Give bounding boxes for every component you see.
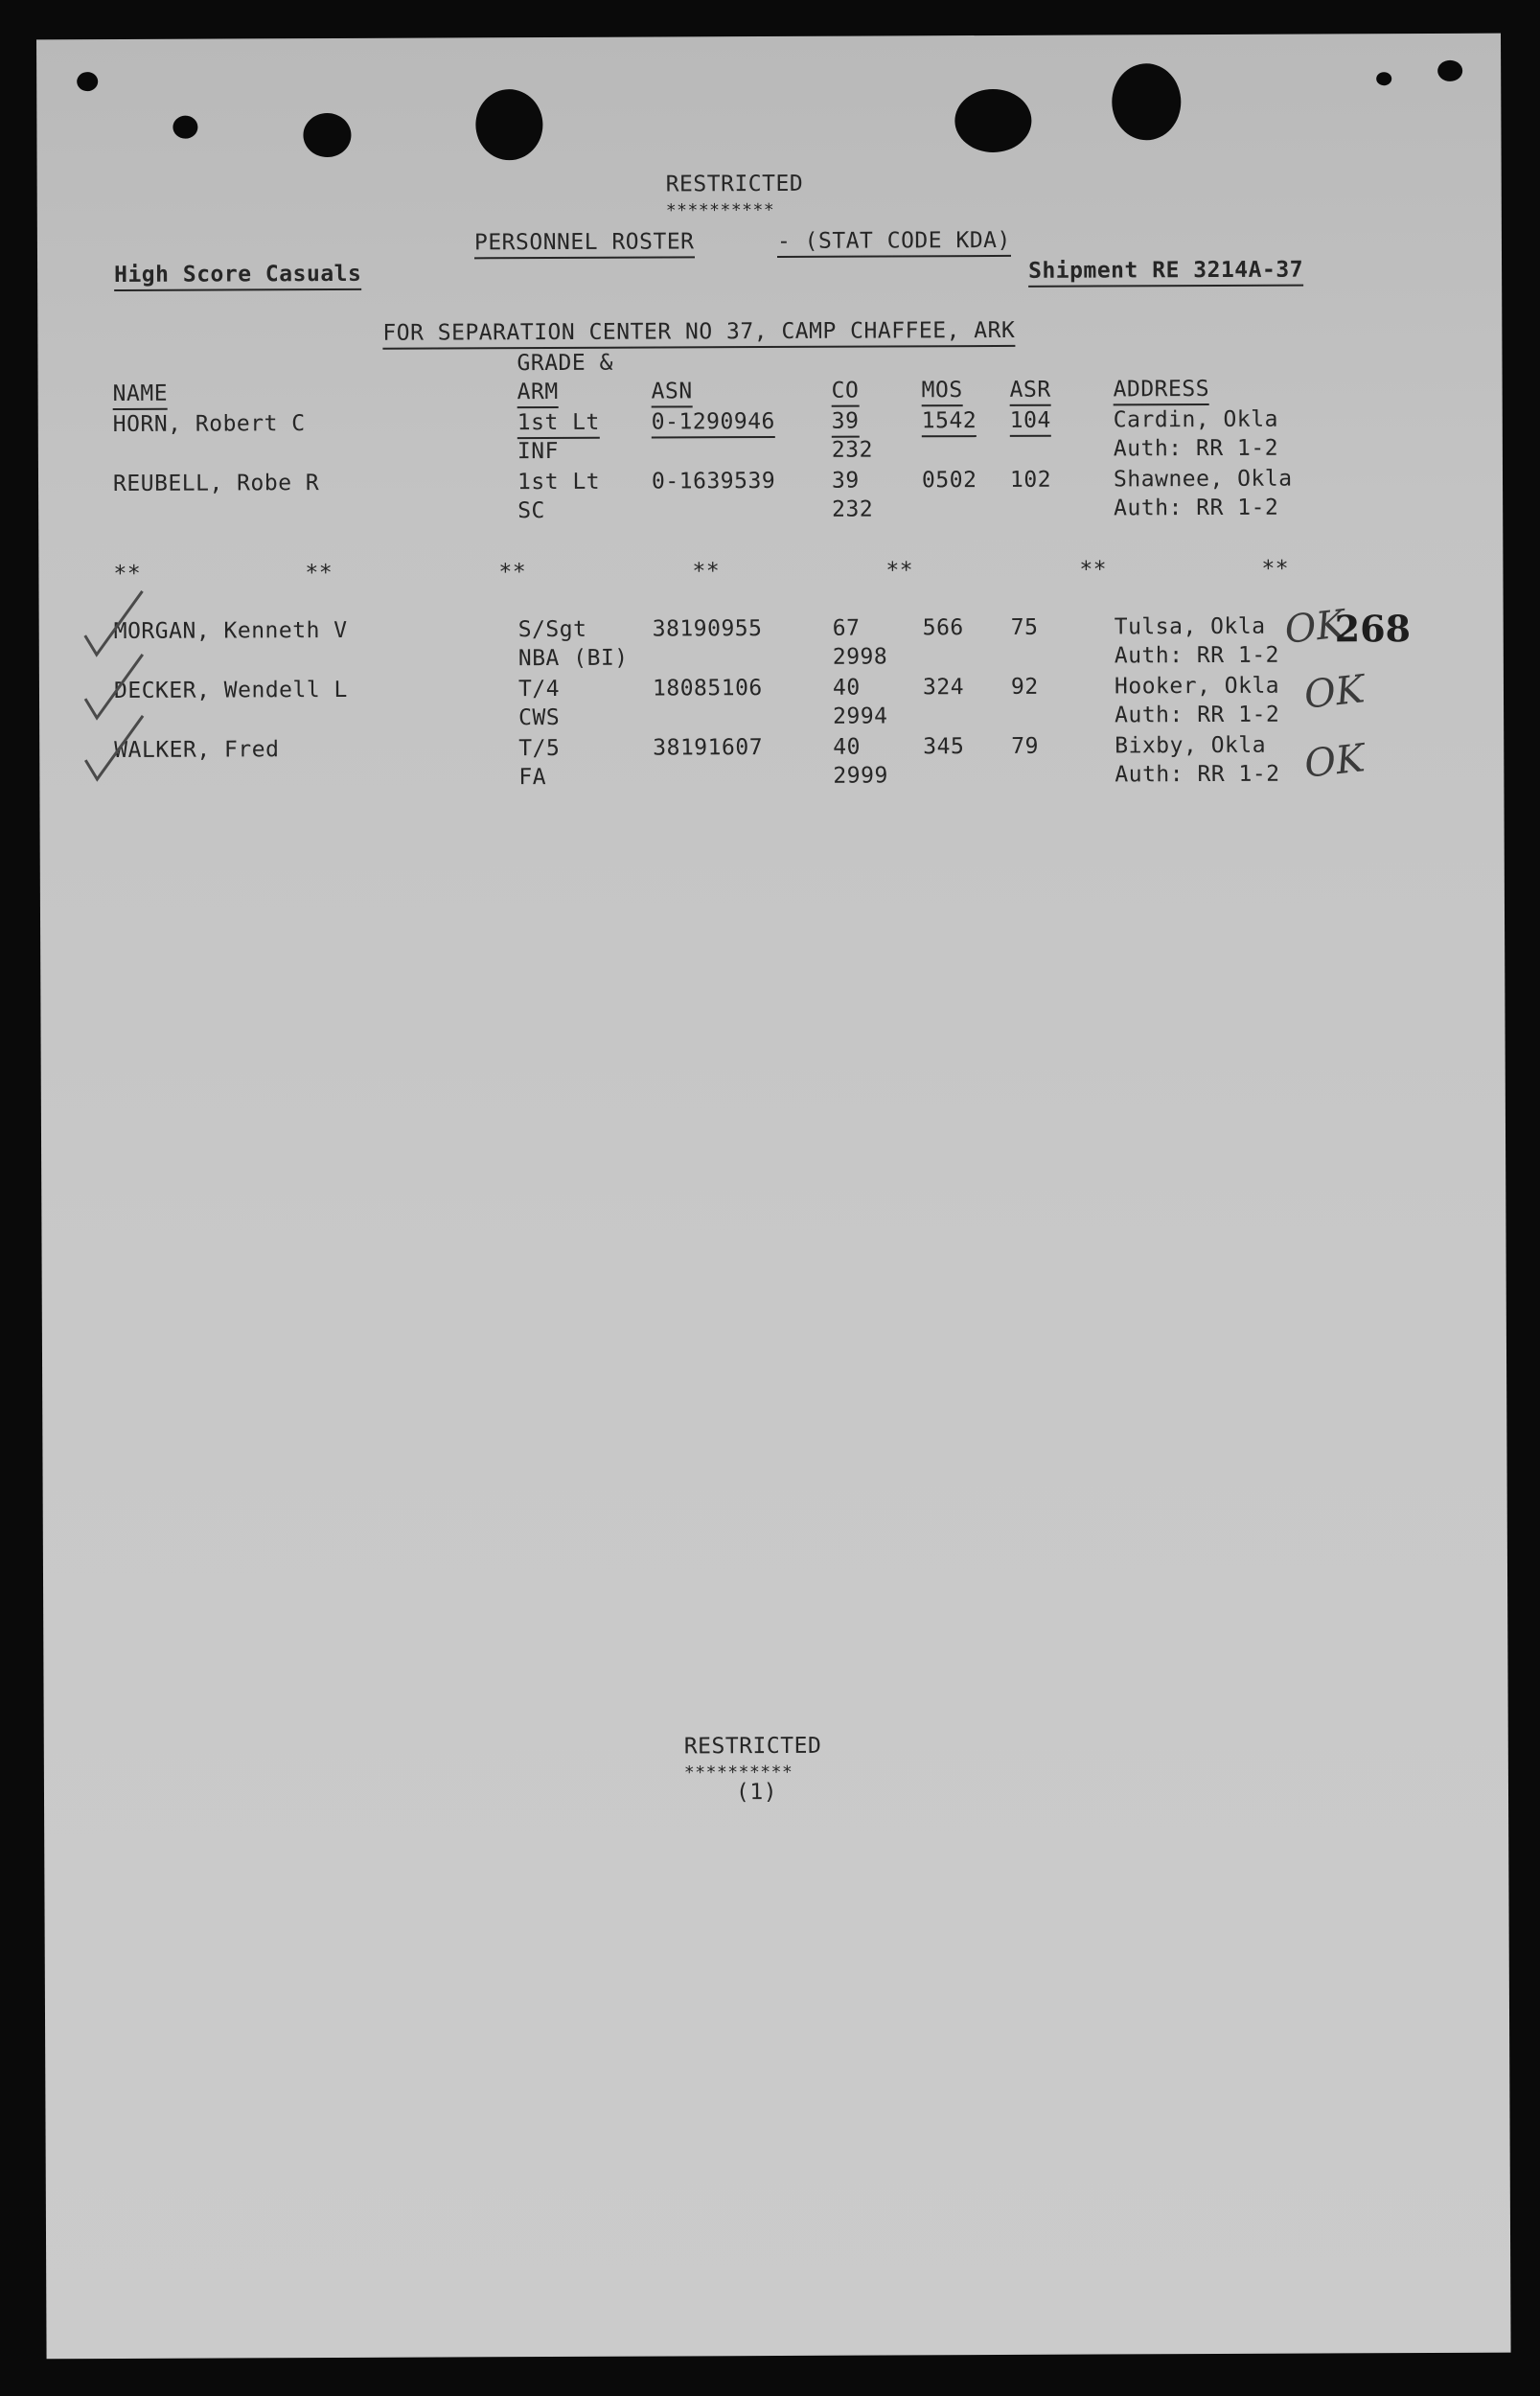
row-address: Bixby, Okla xyxy=(1115,732,1267,759)
row-co2: 2999 xyxy=(833,763,888,789)
row-name: HORN, Robert C xyxy=(112,411,306,437)
grade-heading: GRADE & xyxy=(517,350,613,377)
separator-mark: ** xyxy=(498,560,527,586)
separator-mark: ** xyxy=(1261,556,1290,582)
row-asr: 104 xyxy=(1010,407,1051,437)
punch-hole xyxy=(475,89,542,160)
separator-mark: ** xyxy=(305,560,333,587)
ok-annotation: OK xyxy=(1282,602,1347,653)
row-co: 39 xyxy=(832,408,860,438)
shipment-number: Shipment RE 3214A-37 xyxy=(1028,257,1303,288)
row-arm: FA xyxy=(518,765,547,791)
row-auth: Auth: RR 1-2 xyxy=(1115,702,1280,728)
row-mos: 1542 xyxy=(922,407,977,437)
row-asn: 0-1639539 xyxy=(651,468,776,495)
row-grade: S/Sgt xyxy=(517,616,587,643)
row-co2: 2998 xyxy=(832,644,888,670)
row-name: WALKER, Fred xyxy=(114,737,280,763)
row-address: Tulsa, Okla xyxy=(1114,613,1266,640)
row-asn: 0-1290946 xyxy=(652,408,775,439)
asr-heading: ASR xyxy=(1010,377,1051,406)
row-name: REUBELL, Robe R xyxy=(112,471,320,496)
name-heading: NAME xyxy=(113,380,169,410)
row-grade: 1st Lt xyxy=(517,409,600,439)
row-asr: 92 xyxy=(1010,674,1039,700)
row-mos: 0502 xyxy=(921,468,977,494)
stars-bottom: ********** xyxy=(683,1762,793,1784)
ok-annotation: OK xyxy=(1301,736,1368,787)
roster-title: PERSONNEL ROSTER xyxy=(474,228,695,259)
row-co2: 232 xyxy=(831,437,873,463)
punch-hole xyxy=(303,113,351,157)
row-asr: 79 xyxy=(1011,733,1039,759)
address-heading: ADDRESS xyxy=(1114,376,1210,405)
separator-mark: ** xyxy=(692,559,721,585)
row-mos: 324 xyxy=(922,675,965,701)
separator-mark: ** xyxy=(1079,557,1108,583)
row-asn: 18085106 xyxy=(652,676,763,702)
row-auth: Auth: RR 1-2 xyxy=(1115,761,1280,788)
high-score-label: High Score Casuals xyxy=(114,261,361,291)
row-auth: Auth: RR 1-2 xyxy=(1114,495,1279,521)
page-number: (1) xyxy=(735,1779,778,1806)
row-grade: 1st Lt xyxy=(517,469,601,495)
row-auth: Auth: RR 1-2 xyxy=(1113,435,1279,462)
punch-hole xyxy=(77,72,98,91)
ok-annotation: OK xyxy=(1301,667,1367,718)
row-co: 40 xyxy=(832,675,861,701)
stars-top: ********** xyxy=(665,199,775,221)
row-co2: 232 xyxy=(832,496,874,522)
row-name: DECKER, Wendell L xyxy=(113,677,348,703)
punch-hole xyxy=(1376,72,1391,85)
mos-heading: MOS xyxy=(922,377,963,406)
arm-heading: ARM xyxy=(517,379,559,408)
checkmark-icon xyxy=(81,710,149,787)
row-arm: SC xyxy=(517,498,545,524)
punch-hole xyxy=(172,116,197,139)
punch-hole xyxy=(954,89,1031,152)
stamp-number: 268 xyxy=(1334,607,1412,651)
classification-bottom: RESTRICTED xyxy=(683,1733,822,1760)
row-auth: Auth: RR 1-2 xyxy=(1114,642,1280,669)
row-arm: NBA (BI) xyxy=(517,645,629,672)
separator-mark: ** xyxy=(885,558,914,584)
document-page xyxy=(36,34,1511,2360)
separation-center: FOR SEPARATION CENTER NO 37, CAMP CHAFFEE, ARK xyxy=(382,317,1015,350)
row-mos: 345 xyxy=(923,734,965,760)
row-asr: 102 xyxy=(1009,467,1052,493)
row-co: 67 xyxy=(832,615,861,641)
row-asn: 38190955 xyxy=(652,616,763,642)
punch-hole xyxy=(1437,60,1462,81)
row-asr: 75 xyxy=(1010,614,1039,640)
row-asn: 38191607 xyxy=(653,735,764,761)
row-co2: 2994 xyxy=(833,703,888,729)
row-name: MORGAN, Kenneth V xyxy=(113,617,348,644)
row-co: 40 xyxy=(833,734,861,760)
row-arm: INF xyxy=(517,438,559,465)
classification-top: RESTRICTED xyxy=(665,171,804,197)
row-co: 39 xyxy=(831,468,860,494)
punch-hole xyxy=(1112,63,1181,140)
row-grade: T/4 xyxy=(517,676,561,703)
asn-heading: ASN xyxy=(652,378,693,407)
row-arm: CWS xyxy=(518,704,561,731)
row-grade: T/5 xyxy=(518,735,561,762)
co-heading: CO xyxy=(832,378,860,407)
stat-code: - (STAT CODE KDA) xyxy=(777,227,1011,258)
separator-mark: ** xyxy=(113,561,142,587)
row-mos: 566 xyxy=(922,615,964,641)
row-address: Shawnee, Okla xyxy=(1113,466,1293,493)
row-address: Cardin, Okla xyxy=(1113,406,1278,433)
row-address: Hooker, Okla xyxy=(1114,673,1280,700)
